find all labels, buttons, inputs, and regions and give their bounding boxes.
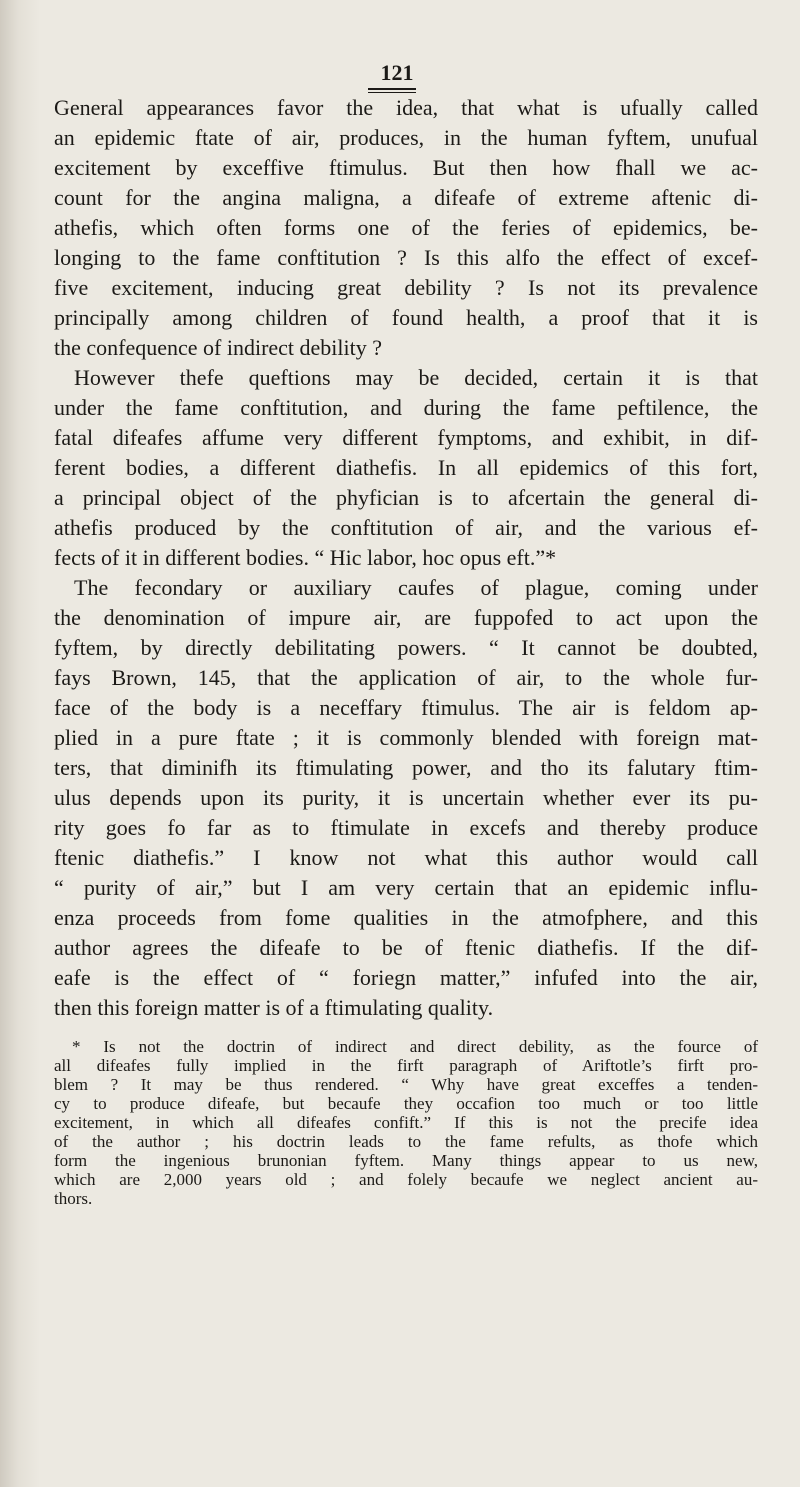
text-line: face of the body is a neceffary ftimulus. The air is feldom ap- [54, 695, 758, 720]
text-line: athefis, which often forms one of the feries of epidemics, be- [54, 215, 758, 240]
text-line: author agrees the difeafe to be of ftenic diathefis. If the dif- [54, 935, 758, 960]
text-line: However thefe queftions may be decided, certain it is that [74, 365, 758, 390]
text-line: an epidemic ftate of air, produces, in the human fyftem, unufual [54, 125, 758, 150]
footnote-line: blem ? It may be thus rendered. “ Why have great exceffes a tenden- [54, 1075, 758, 1094]
text-line: principally among children of found health, a proof that it is [54, 305, 758, 330]
footnote-line: excitement, in which all difeafes confift.” If this is not the precife idea [54, 1113, 758, 1132]
text-line: ters, that diminifh its ftimulating power, and tho its falutary ftim- [54, 755, 758, 780]
text-line: under the fame conftitution, and during the fame peftilence, the [54, 395, 758, 420]
footnote-line: thors. [54, 1189, 93, 1208]
text-line: fyftem, by directly debilitating powers. “ It cannot be doubted, [54, 635, 758, 660]
footnote-line: form the ingenious brunonian fyftem. Many things appear to us new, [54, 1151, 758, 1170]
text-line: “ purity of air,” but I am very certain that an epidemic influ- [54, 875, 758, 900]
page-number: 121 [380, 60, 414, 85]
text-line: enza proceeds from fome qualities in the atmofphere, and this [54, 905, 758, 930]
text-line: excitement by exceffive ftimulus. But then how fhall we ac- [54, 155, 758, 180]
text-line: plied in a pure ftate ; it is commonly blended with foreign mat- [54, 725, 758, 750]
text-line: five excitement, inducing great debility ? Is not its prevalence [54, 275, 758, 300]
footnote-line: * Is not the doctrin of indirect and direct debility, as the fource of [72, 1037, 758, 1056]
text-line: ferent bodies, a different diathefis. In all epidemics of this fort, [54, 455, 758, 480]
text-line: the confequence of indirect debility ? [54, 335, 383, 360]
footnote-line: which are 2,000 years old ; and folely becaufe we neglect ancient au- [54, 1170, 758, 1189]
text-line: eafe is the effect of “ foriegn matter,” infufed into the air, [54, 965, 758, 990]
footnote-line: cy to produce difeafe, but becaufe they occafion too much or too little [54, 1094, 758, 1113]
text-line: The fecondary or auxiliary caufes of plague, coming under [74, 575, 758, 600]
text-line: General appearances favor the idea, that what is ufually called [54, 95, 758, 120]
text-line: longing to the fame conftitution ? Is this alfo the effect of excef- [54, 245, 758, 270]
text-line: ftenic diathefis.” I know not what this author would call [54, 845, 758, 870]
text-line: fays Brown, 145, that the application of air, to the whole fur- [54, 665, 758, 690]
footnote-line: of the author ; his doctrin leads to the fame refults, as thofe which [54, 1132, 758, 1151]
text-line: rity goes fo far as to ftimulate in excefs and thereby produce [54, 815, 758, 840]
text-line: count for the angina maligna, a difeafe of extreme aftenic di- [54, 185, 758, 210]
text-line: fects of it in different bodies. “ Hic labor, hoc opus eft.”* [54, 545, 557, 570]
text-line: fatal difeafes affume very different fymptoms, and exhibit, in dif- [54, 425, 758, 450]
text-line: a principal object of the phyfician is to afcertain the general di- [54, 485, 758, 510]
text-line: athefis produced by the conftitution of air, and the various ef- [54, 515, 758, 540]
text-line: ulus depends upon its purity, it is uncertain whether ever its pu- [54, 785, 758, 810]
footnote-line: all difeafes fully implied in the firft paragraph of Ariftotle’s firft pro- [54, 1056, 758, 1075]
text-line: the denomination of impure air, are fuppofed to act upon the [54, 605, 758, 630]
text-line: then this foreign matter is of a ftimulating quality. [54, 995, 494, 1020]
